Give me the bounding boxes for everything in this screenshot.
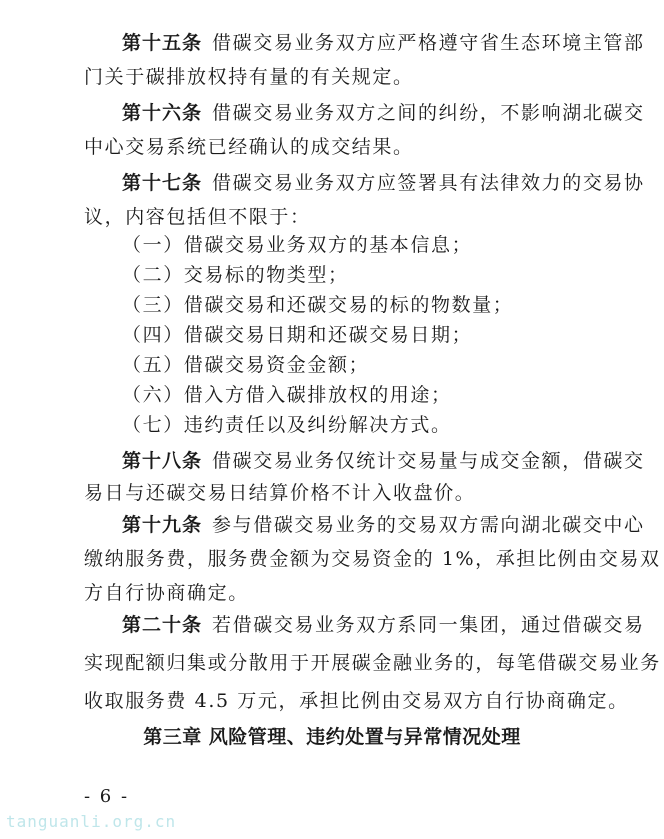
article-15-line-2: 门关于碳排放权持有量的有关规定。 — [84, 66, 414, 88]
list-item: （七）违约责任以及纠纷解决方式。 — [122, 414, 452, 436]
list-item: （六）借入方借入碳排放权的用途； — [122, 384, 452, 406]
article-19-title: 第十九条 — [122, 514, 203, 536]
article-16-line-1 — [122, 100, 645, 126]
list-item: （五）借碳交易资金金额； — [122, 354, 370, 376]
article-17-title: 第十七条 — [122, 172, 203, 194]
article-20-line-3: 收取服务费 4.5 万元，承担比例由交易双方自行协商确定。 — [84, 690, 629, 712]
article-17-line-2: 议，内容包括但不限于： — [84, 206, 311, 228]
watermark: tanguanli.org.cn — [6, 812, 177, 831]
chapter-heading: 第三章 风险管理、违约处置与异常情况处理 — [143, 726, 521, 748]
article-15-line-1 — [122, 30, 645, 56]
article-15-title: 第十五条 — [122, 32, 203, 54]
article-18-text: 借碳交易业务仅统计交易量与成交金额，借碳交 — [212, 450, 645, 472]
article-20-text: 若借碳交易业务双方系同一集团，通过借碳交易 — [212, 614, 645, 636]
article-18-line-1 — [122, 448, 645, 474]
article-18-title: 第十八条 — [122, 450, 203, 472]
article-20-line-2: 实现配额归集或分散用于开展碳金融业务的，每笔借碳交易业务 — [84, 652, 661, 674]
article-15-text: 借碳交易业务双方应严格遵守省生态环境主管部 — [212, 32, 645, 54]
article-16-title: 第十六条 — [122, 102, 203, 124]
article-18-line-2: 易日与还碳交易日结算价格不计入收盘价。 — [84, 482, 476, 504]
article-19-text: 参与借碳交易业务的交易双方需向湖北碳交中心 — [212, 514, 645, 536]
article-20-title: 第二十条 — [122, 614, 203, 636]
article-19-line-2: 缴纳服务费，服务费金额为交易资金的 1%，承担比例由交易双 — [84, 548, 661, 570]
article-16-text: 借碳交易业务双方之间的纠纷，不影响湖北碳交 — [212, 102, 645, 124]
article-20-line-1 — [122, 612, 645, 638]
article-19-line-1 — [122, 512, 645, 538]
list-item: （二）交易标的物类型； — [122, 264, 349, 286]
list-item: （三）借碳交易和还碳交易的标的物数量； — [122, 294, 514, 316]
article-16-line-2: 中心交易系统已经确认的成交结果。 — [84, 136, 414, 158]
article-19-line-3: 方自行协商确定。 — [84, 582, 249, 604]
list-item: （四）借碳交易日期和还碳交易日期； — [122, 324, 473, 346]
page-number: - 6 - — [84, 786, 130, 807]
list-item: （一）借碳交易业务双方的基本信息； — [122, 234, 473, 256]
article-17-text: 借碳交易业务双方应签署具有法律效力的交易协 — [212, 172, 645, 194]
article-17-line-1 — [122, 170, 645, 196]
